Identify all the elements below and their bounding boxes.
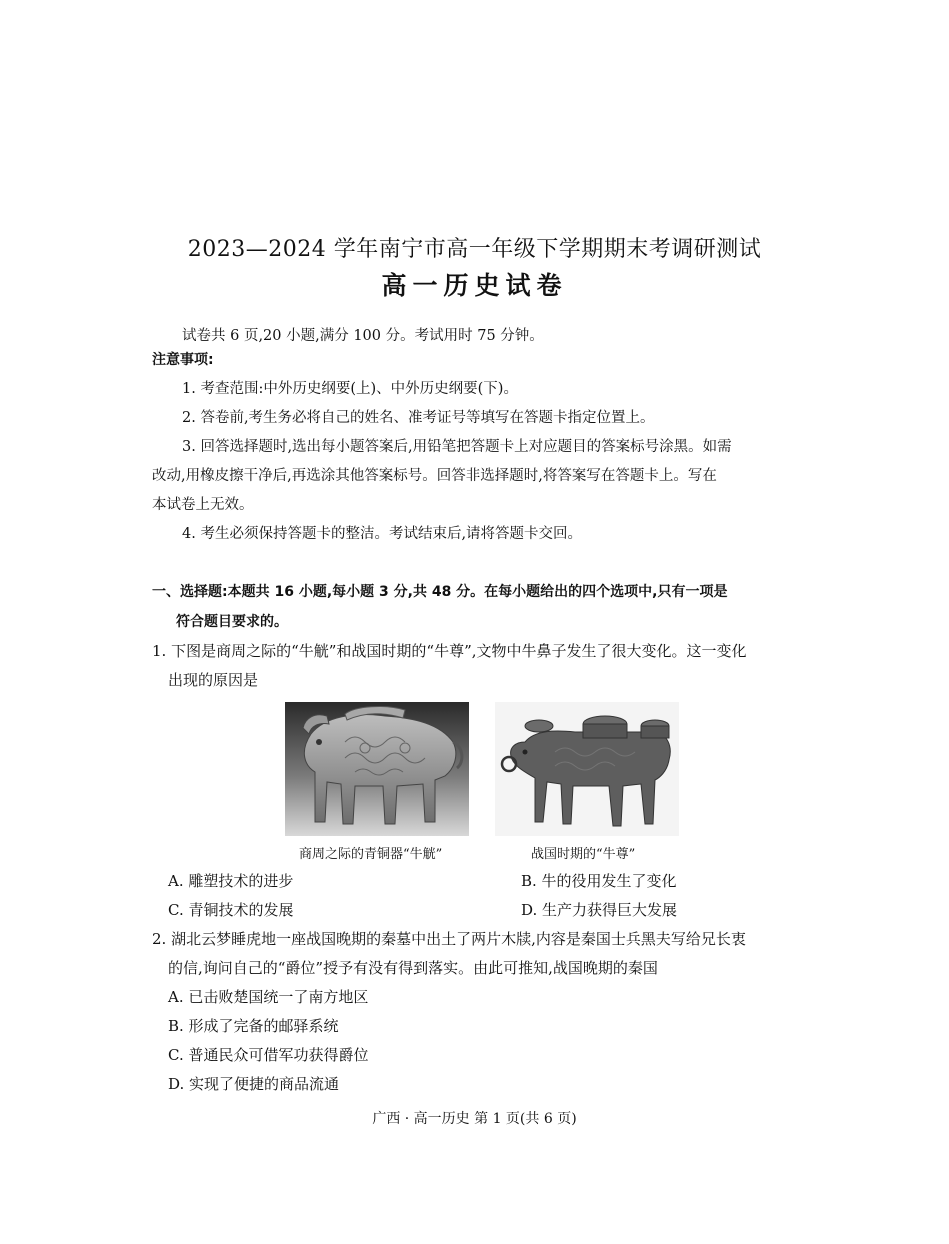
q2-option-d: D. 实现了便捷的商品流通: [168, 1075, 340, 1093]
q2-option-b: B. 形成了完备的邮驿系统: [168, 1017, 339, 1035]
notes-heading: 注意事项:: [152, 352, 214, 368]
q1-option-d: D. 生产力获得巨大发展: [521, 901, 678, 919]
exam-title-line1: 2023—2024 学年南宁市高一年级下学期期末考调研测试: [187, 237, 762, 262]
section-heading-line1: 一、选择题:本题共 16 小题,每小题 3 分,共 48 分。在每小题给出的四个选项中,只有一项是: [152, 584, 728, 600]
note-4: 4. 考生必须保持答题卡的整洁。考试结束后,请将答题卡交回。: [182, 526, 583, 542]
q1-option-b: B. 牛的役用发生了变化: [521, 872, 677, 890]
caption-ox-gong: 商周之际的青铜器“牛觥”: [299, 847, 443, 862]
q2-stem-line2: 的信,询问自己的“爵位”授予有没有得到落实。由此可推知,战国晚期的秦国: [168, 959, 658, 977]
q1-stem-line2: 出现的原因是: [168, 671, 259, 689]
note-3-line1: 3. 回答选择题时,选出每小题答案后,用铅笔把答题卡上对应题目的答案标号涂黑。如需: [182, 439, 732, 455]
q2-option-c: C. 普通民众可借军功获得爵位: [168, 1046, 369, 1064]
note-3-line3: 本试卷上无效。: [152, 497, 254, 513]
ox-gong-image: [285, 702, 469, 836]
page-footer: 广西 · 高一历史 第 1 页(共 6 页): [372, 1111, 577, 1127]
note-3-line2: 改动,用橡皮擦干净后,再选涂其他答案标号。回答非选择题时,将答案写在答题卡上。写在: [152, 468, 717, 484]
exam-title-line2: 高一历史试卷: [381, 271, 568, 300]
q2-option-a: A. 已击败楚国统一了南方地区: [168, 988, 369, 1006]
exam-intro: 试卷共 6 页,20 小题,满分 100 分。考试用时 75 分钟。: [182, 328, 544, 344]
caption-ox-zun: 战国时期的“牛尊”: [531, 847, 636, 862]
q1-stem-line1: 1. 下图是商周之际的“牛觥”和战国时期的“牛尊”,文物中牛鼻子发生了很大变化。这一变化: [152, 642, 747, 660]
ox-zun-image: [495, 702, 679, 836]
q1-option-c: C. 青铜技术的发展: [168, 901, 294, 919]
q2-stem-line1: 2. 湖北云梦睡虎地一座战国晚期的秦墓中出土了两片木牍,内容是秦国士兵黑夫写给兄长衷: [152, 930, 746, 948]
q1-option-a: A. 雕塑技术的进步: [168, 872, 294, 890]
note-1: 1. 考查范围:中外历史纲要(上)、中外历史纲要(下)。: [182, 381, 518, 397]
note-2: 2. 答卷前,考生务必将自己的姓名、准考证号等填写在答题卡指定位置上。: [182, 410, 655, 426]
section-heading-line2: 符合题目要求的。: [176, 614, 288, 630]
